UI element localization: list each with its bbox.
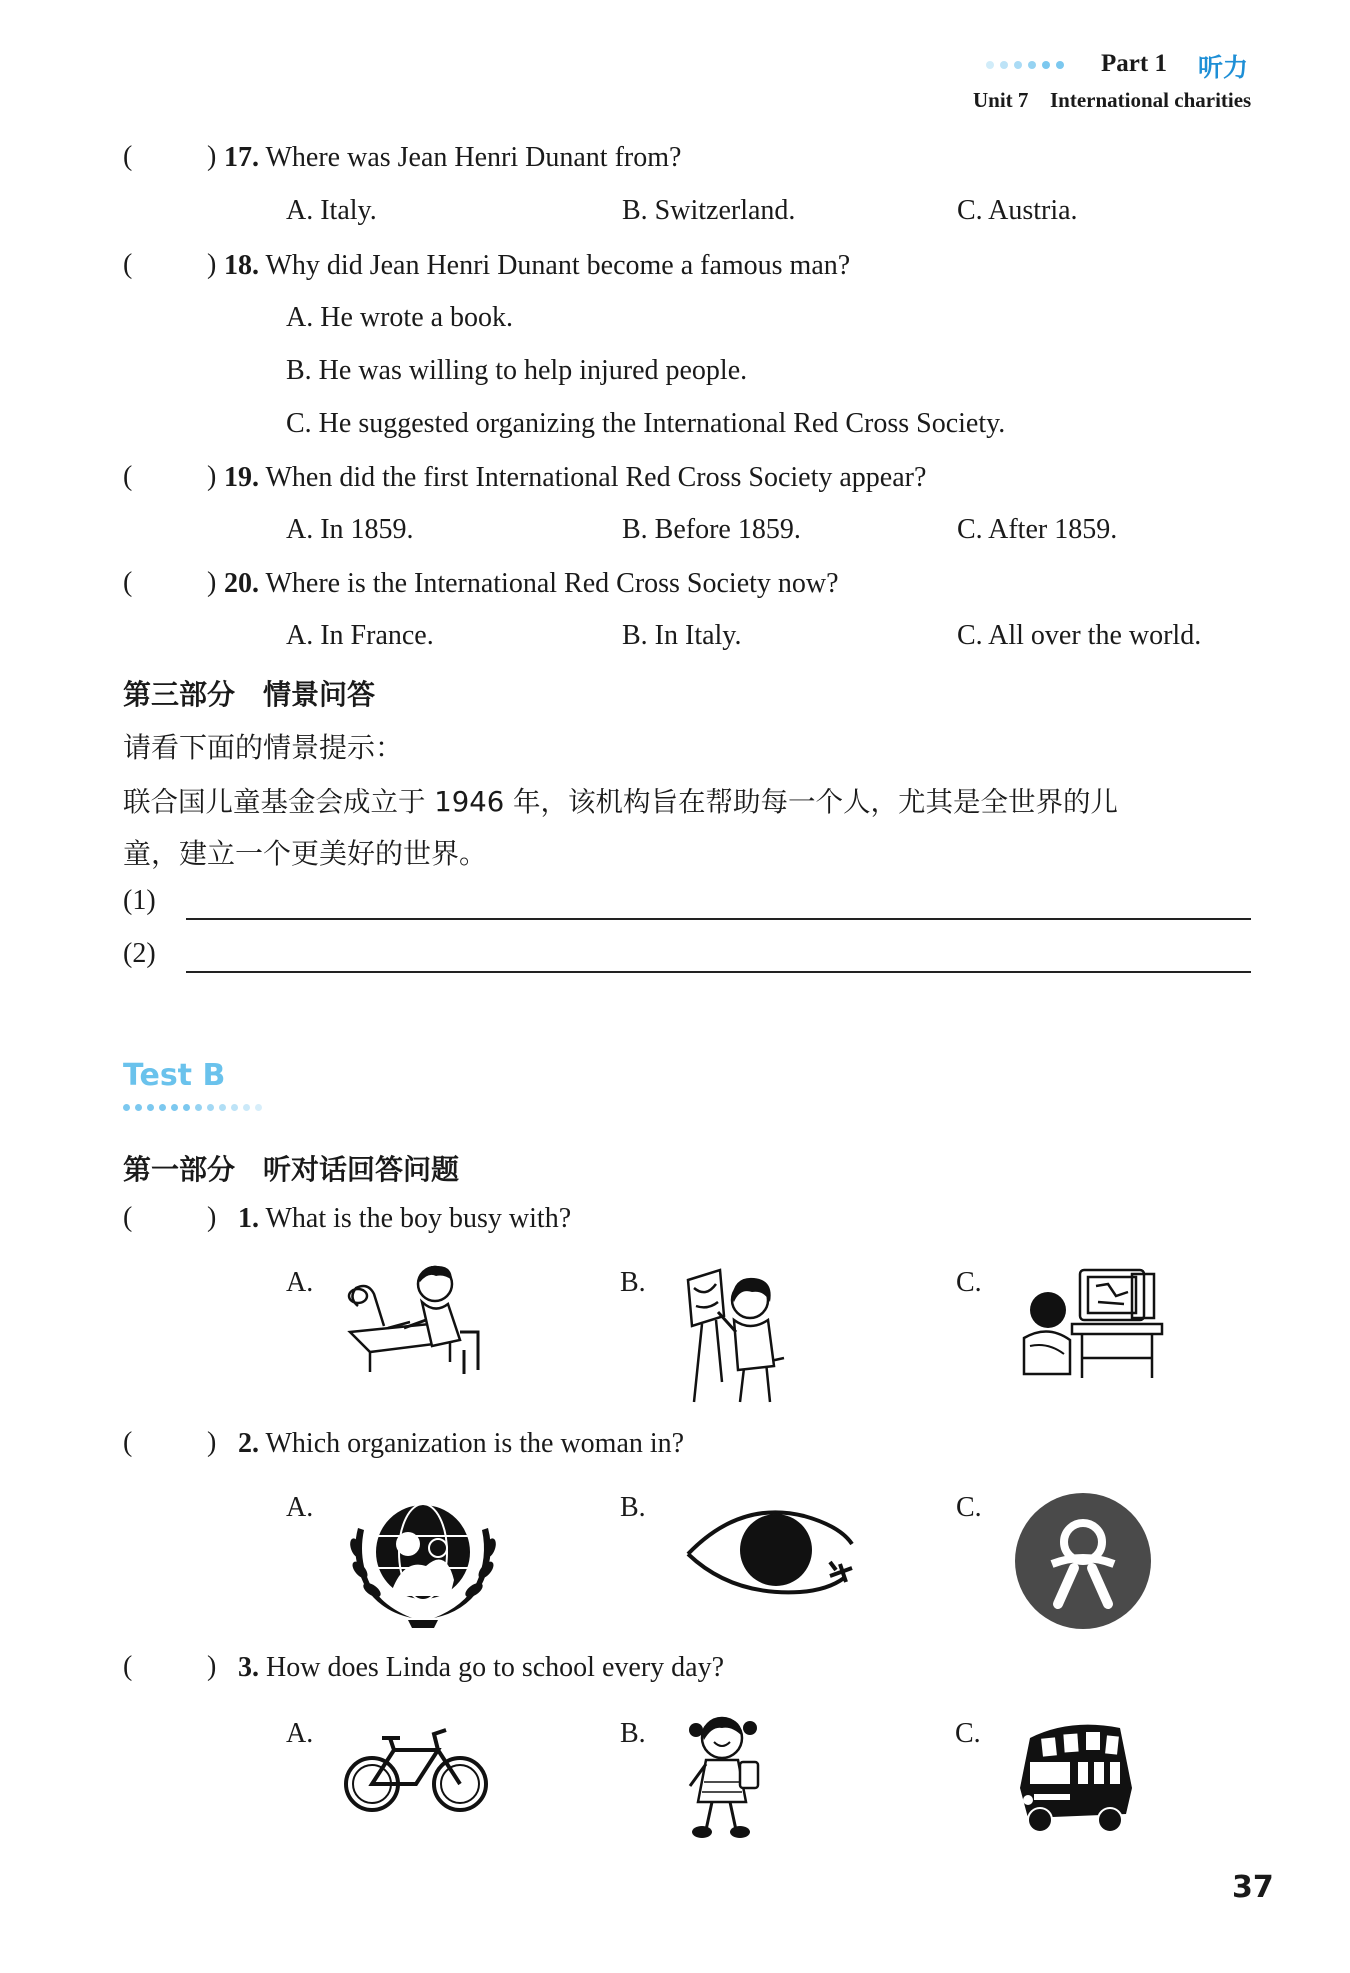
- header-unit: Unit 7: [973, 88, 1029, 112]
- header-listening-label: 听力: [1198, 53, 1249, 82]
- oxfam-logo-icon[interactable]: [1014, 1492, 1152, 1630]
- blank-2-label: (2): [123, 938, 156, 969]
- option-c: C. Austria.: [957, 195, 1078, 226]
- boy-writing-at-desk-icon[interactable]: [340, 1262, 490, 1387]
- test-b-heading: 第一部分 听对话回答问题: [123, 1153, 460, 1186]
- answer-blank[interactable]: (: [123, 141, 133, 172]
- option-b: B. In Italy.: [622, 620, 742, 651]
- option-a-label: A.: [286, 1267, 314, 1298]
- option-a: A. In 1859.: [286, 514, 414, 545]
- option-c: C. He suggested organizing the International Red Cross Society.: [286, 408, 1006, 439]
- answer-line-2[interactable]: [186, 971, 1251, 973]
- answer-blank[interactable]: (: [123, 567, 133, 598]
- part3-heading: 第三部分 情景问答: [123, 678, 376, 711]
- option-a: A. He wrote a book.: [286, 302, 514, 333]
- option-a: A. Italy.: [286, 195, 377, 226]
- boy-using-computer-icon[interactable]: [1012, 1262, 1170, 1382]
- answer-line-1[interactable]: [186, 918, 1251, 920]
- option-c: C. After 1859.: [957, 514, 1118, 545]
- question-19: 19. When did the first International Red Cross Society appear?: [224, 462, 927, 493]
- test-b-title: Test B: [123, 1058, 226, 1093]
- test-b-question-1: 1. What is the boy busy with?: [238, 1203, 572, 1234]
- test-b-question-3: 3. How does Linda go to school every day?: [238, 1652, 724, 1683]
- header-dots: [986, 61, 1064, 69]
- answer-blank[interactable]: (: [123, 249, 133, 280]
- unicef-logo-icon[interactable]: [342, 1488, 504, 1630]
- eye-with-airplane-logo-icon[interactable]: [680, 1500, 860, 1610]
- answer-blank[interactable]: (: [123, 1427, 133, 1458]
- blank-1-label: (1): [123, 885, 156, 916]
- question-20: 20. Where is the International Red Cross Society now?: [224, 568, 839, 599]
- question-17: 17. Where was Jean Henri Dunant from?: [224, 142, 682, 173]
- option-a-label: A.: [286, 1718, 314, 1749]
- option-b: B. He was willing to help injured people.: [286, 355, 748, 386]
- option-c-label: C.: [956, 1492, 982, 1523]
- bicycle-icon[interactable]: [342, 1722, 490, 1814]
- part3-text-line2: 童，建立一个更美好的世界。: [123, 837, 488, 870]
- header-part: Part 1: [1101, 50, 1167, 77]
- girl-walking-icon[interactable]: [672, 1712, 772, 1842]
- option-b-label: B.: [620, 1492, 646, 1523]
- header-unit-title: International charities: [1050, 88, 1252, 112]
- question-18: 18. Why did Jean Henri Dunant become a famous man?: [224, 250, 851, 281]
- option-a: A. In France.: [286, 620, 434, 651]
- test-b-dots: [123, 1104, 262, 1111]
- answer-blank[interactable]: (: [123, 1651, 133, 1682]
- option-c-label: C.: [956, 1267, 982, 1298]
- bus-icon[interactable]: [1010, 1718, 1140, 1836]
- part3-prompt: 请看下面的情景提示：: [123, 731, 404, 764]
- option-b-label: B.: [620, 1267, 646, 1298]
- part3-text-line1: 联合国儿童基金会成立于 1946 年，该机构旨在帮助每一个人，尤其是全世界的儿: [123, 786, 1118, 818]
- answer-blank[interactable]: (: [123, 461, 133, 492]
- test-b-question-2: 2. Which organization is the woman in?: [238, 1428, 685, 1459]
- page-number: 37: [1232, 1870, 1274, 1905]
- workbook-page: Part 1 听力 Unit 7 International charities ( ) 17. Where was Jean Henri Dunant from? A. Italy. B. Switzerland. C. Austria. ( ) 18. Why did Jean Henri Dunant become a famous man? A. He wrote a book. B. He was willing to help injured people. C. He suggested organizing the International Red Cross Society. ( ) 19. When did the first International Red Cross Society appear? A. In 1859. B. Before 1859. C. After 1859. ( ) 20. Where is the International Red Cross Society now? A. In France. B. In Italy. C. All over the world. 第三部分 情景问答 请看下面的情景提示： 联合国儿童基金会成立于 1946 年，该机构旨在帮助每一个人，尤其是全世界的儿 童，建立一个更美好的世界。 (1) (2) Test B 第一部分 听对话回答问题 ( ) 1. What is the boy busy with? A. B. C. ( ) 2. Which organization is the woman in? A. B. C. ( ) 3. How does Linda go to school every day? A. B. C. 37: [123, 50, 1274, 1905]
- option-a-label: A.: [286, 1492, 314, 1523]
- option-b: B. Before 1859.: [622, 514, 801, 545]
- option-c: C. All over the world.: [957, 620, 1202, 651]
- answer-blank[interactable]: (: [123, 1202, 133, 1233]
- option-c-label: C.: [955, 1718, 981, 1749]
- boy-painting-at-easel-icon[interactable]: [680, 1262, 790, 1412]
- option-b: B. Switzerland.: [622, 195, 796, 226]
- option-b-label: B.: [620, 1718, 646, 1749]
